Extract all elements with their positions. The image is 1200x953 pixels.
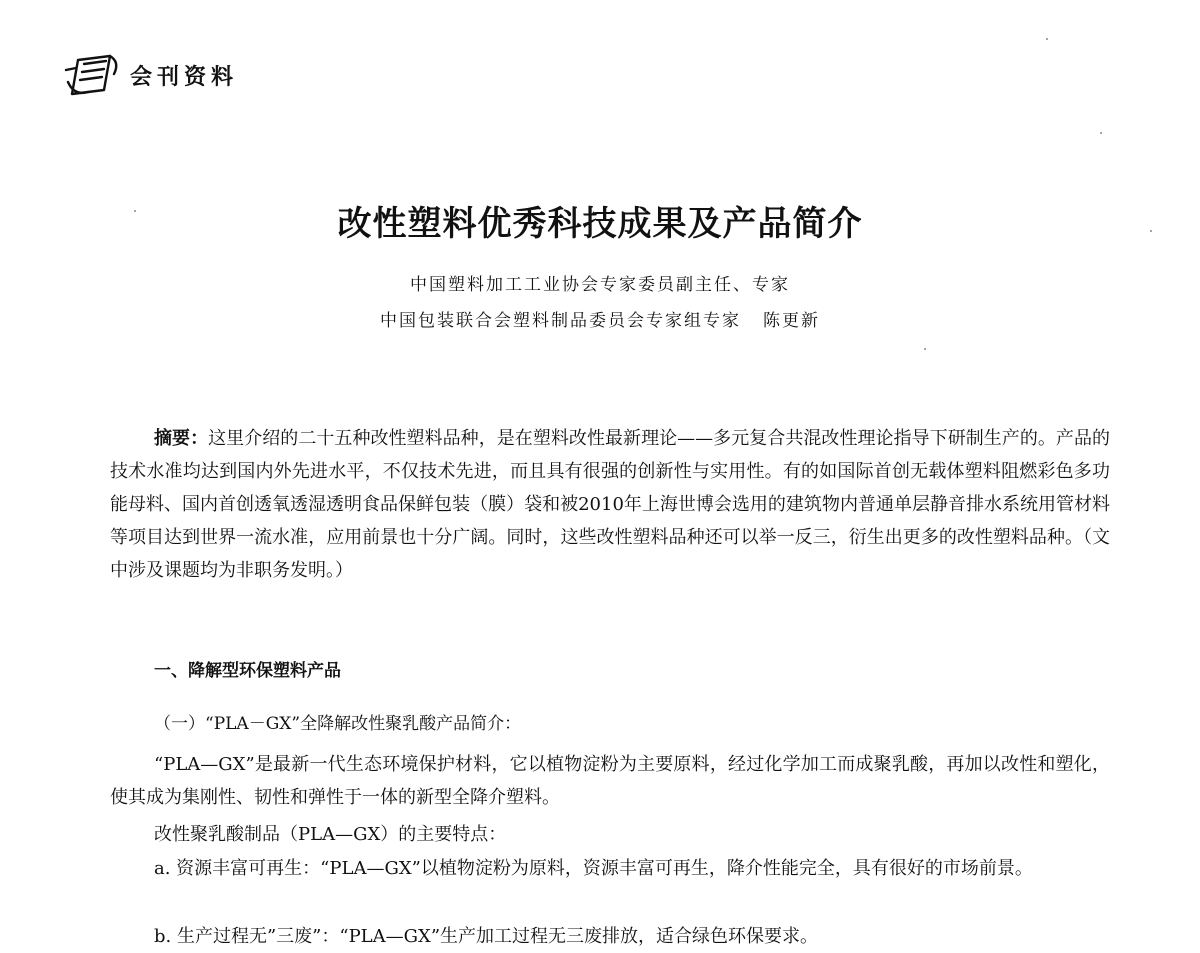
article-title: 改性塑料优秀科技成果及产品简介 [337, 204, 863, 244]
scan-speck [924, 348, 926, 350]
paragraph: a. 资源丰富可再生：“PLA—GX”以植物淀粉为原料，资源丰富可再生，降介性能完全，具有很好的市场前景。 [154, 858, 1033, 879]
paragraph: “PLA—GX”是最新一代生态环境保护材料，它以植物淀粉为主要原料，经过化学加工而成聚乳酸，再加以改性和塑化，使其成为集刚性、韧性和弹性于一体的新型全降介塑料。 [110, 754, 1110, 808]
journal-section-label: 会刊资料 [130, 64, 239, 90]
paragraph: 改性聚乳酸制品（PLA—GX）的主要特点： [154, 824, 507, 845]
paragraph: b. 生产过程无”三废”：“PLA—GX”生产加工过程无三废排放，适合绿色环保要求。 [154, 926, 819, 947]
author-affiliation-1: 中国塑料加工工业协会专家委员副主任、专家 [410, 275, 790, 295]
page-header [64, 52, 238, 98]
author-affiliation-2 [0, 306, 1200, 331]
scan-speck [134, 210, 136, 212]
scan-speck [1150, 230, 1152, 232]
section-heading: 一、降解型环保塑料产品 [154, 661, 341, 681]
author-organization: 中国包装联合会塑料制品委员会专家组专家 [380, 311, 741, 331]
document-stack-icon [64, 52, 124, 98]
abstract-text: 这里介绍的二十五种改性塑料品种，是在塑料改性最新理论——多元复合共混改性理论指导下研制生产的。产品的技术水准均达到国内外先进水平，不仅技术先进，而且具有很强的创新性与实用性。有的如国际首创无载体塑料阻燃彩色多功能母料、国内首创透氧透湿透明食品保鲜包装（膜）袋和被2010年上海世博会选用的建筑物内普通单层静音排水系统用管材料等项目达到世界一流水准，应用前景也十分广阔。同时，这些改性塑料品种还可以举一反三，衍生出更多的改性塑料品种。（文中涉及课题均为非职务发明。） [110, 428, 1111, 581]
scan-speck [1100, 132, 1102, 134]
author-name: 陈更新 [763, 311, 820, 331]
scan-speck [1046, 38, 1048, 40]
subsection-heading: （一）“PLA－GX”全降解改性聚乳酸产品简介： [154, 714, 522, 734]
abstract-label: 摘要： [154, 428, 209, 449]
abstract [110, 422, 1110, 587]
